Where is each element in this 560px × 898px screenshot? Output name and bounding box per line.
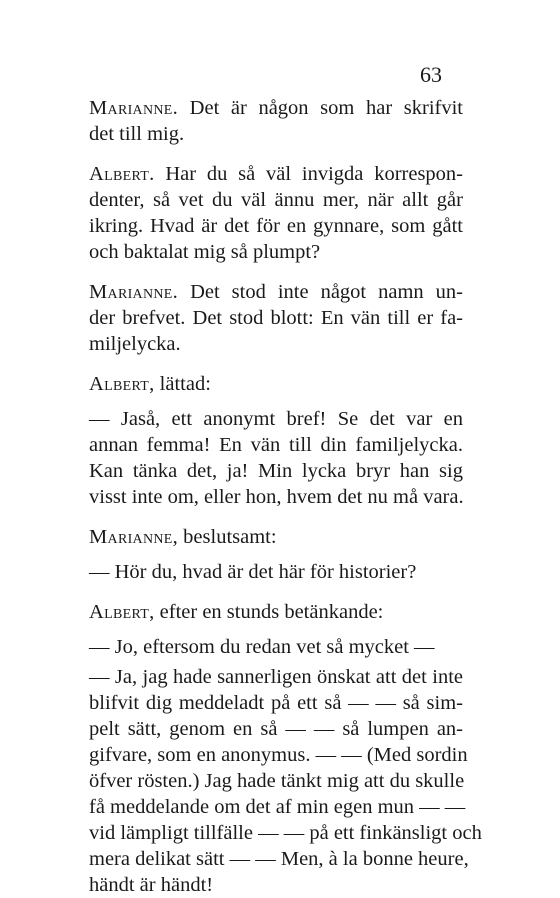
text-line: — Jaså, ett anonymt bref! Se det var en <box>89 408 463 430</box>
text-line: annan femma! En vän till din familjelycka. <box>89 434 463 456</box>
text-line: Det är någon som har skrifvit <box>189 97 463 119</box>
stage-direction <box>89 371 463 397</box>
body-text <box>89 95 482 898</box>
speaker-name: Marianne, <box>89 526 179 548</box>
text-line: mera delikat sätt — — Men, à la bonne heure, <box>89 848 469 870</box>
text-line: öfver rösten.) Jag hade tänkt mig att du skulle <box>89 770 465 792</box>
speaker-name: Albert, <box>89 373 155 395</box>
text-line: Kan tänka det, ja! Min lycka bryr han sig <box>89 460 463 482</box>
text-line: få meddelande om det af min egen mun — — <box>89 796 466 818</box>
text-line: blifvit dig meddeladt på ett så — — så sim- <box>89 692 463 714</box>
speaker-name: Albert, <box>89 601 155 623</box>
dialogue-paragraph <box>89 279 463 357</box>
text-line: visst inte om, eller hon, hvem det nu må vara. <box>89 486 464 508</box>
dialogue-paragraph <box>89 406 463 510</box>
text-line: miljelycka. <box>89 333 181 355</box>
text-line: Har du så väl invigda korrespon- <box>165 163 464 185</box>
text-line: beslutsamt: <box>183 526 277 548</box>
text-line: — Hör du, hvad är det här för historier? <box>89 561 417 583</box>
dialogue-paragraph <box>89 634 463 660</box>
dialogue-paragraph <box>89 664 482 898</box>
text-line: och baktalat mig så plumpt? <box>89 241 321 263</box>
text-line: — Jo, eftersom du redan vet så mycket — <box>89 636 435 658</box>
text-line: ikring. Hvad är det för en gynnare, som gått <box>89 215 463 237</box>
text-line: denter, så vet du väl ännu mer, när allt går <box>89 189 463 211</box>
text-line: — Ja, jag hade sannerligen önskat att det inte <box>89 666 463 688</box>
speaker-name: Marianne. <box>89 281 179 303</box>
page-number: 63 <box>420 62 442 87</box>
text-line: vid lämpligt tillfälle — — på ett finkänsligt och <box>89 822 482 844</box>
text-line: gifvare, som en anonymus. — — (Med sordin <box>89 744 468 766</box>
dialogue-paragraph <box>89 559 463 585</box>
stage-direction <box>89 599 463 625</box>
text-line: det till mig. <box>89 123 185 145</box>
text-line: der brefvet. Det stod blott: En vän till er fa- <box>89 307 463 329</box>
dialogue-paragraph <box>89 161 463 265</box>
text-line: lättad: <box>159 373 211 395</box>
stage-direction <box>89 524 463 550</box>
text-line: efter en stunds betänkande: <box>159 601 384 623</box>
text-line: händt är händt! <box>89 874 214 896</box>
speaker-name: Marianne. <box>89 97 179 119</box>
text-line: Det stod inte något namn un- <box>190 281 464 303</box>
speaker-name: Albert. <box>89 163 155 185</box>
text-line: pelt sätt, genom en så — — så lumpen an- <box>89 718 463 740</box>
dialogue-paragraph <box>89 95 463 147</box>
